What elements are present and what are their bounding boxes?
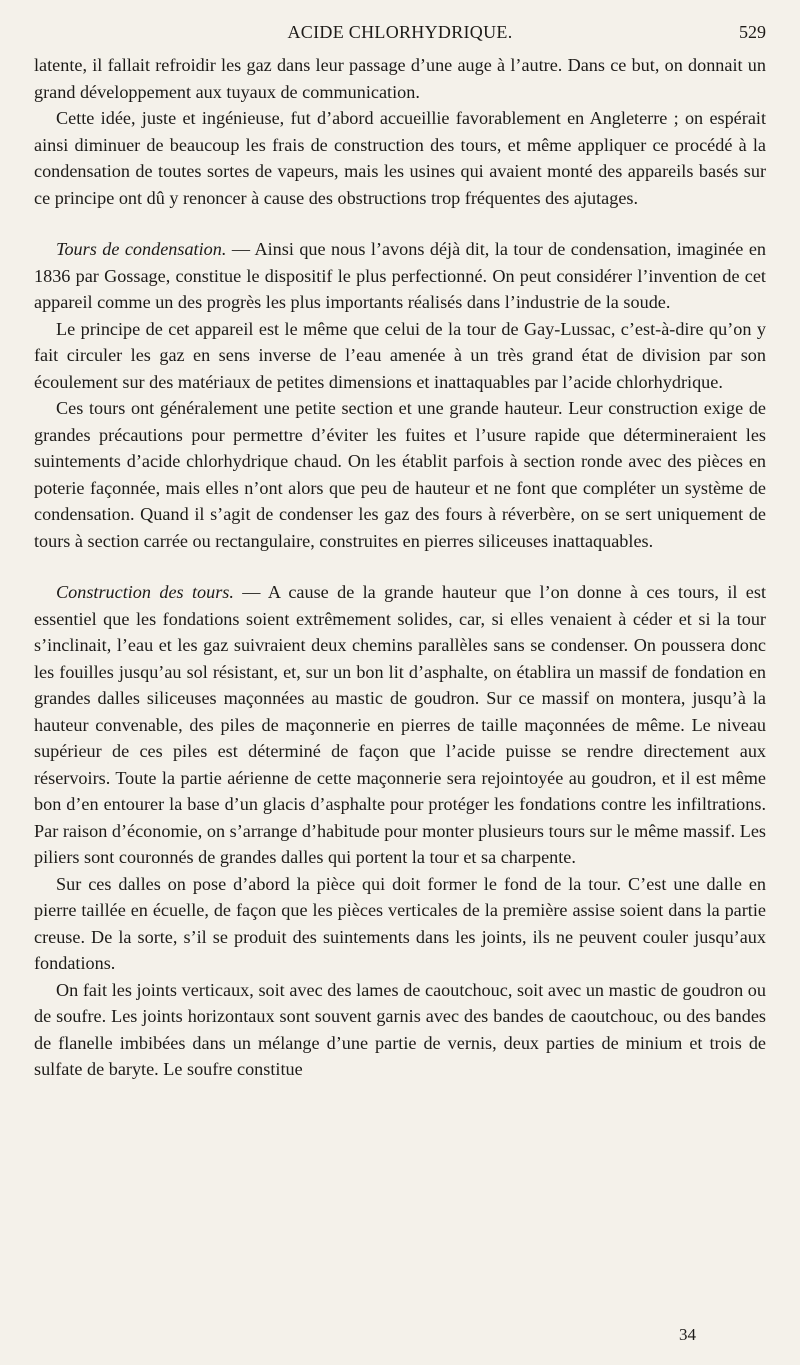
section-title-construction: Construction des tours. [56,582,234,602]
section-condensation-text: — Ainsi que nous l’avons déjà dit, la tour de condensation, imaginée en 1836 par Gossage, constitue le dispositif le plus perfectionné. On peut considérer l’invention de cet appareil comme un des progrès les plus importants réalisés dans l’industrie de la soude. [34,239,766,312]
paragraph-1: latente, il fallait refroidir les gaz dans leur passage d’une auge à l’autre. Dans ce but, on donnait un grand développement aux tuyaux de communication. [34,55,766,102]
section-gap [34,554,766,579]
paragraph-principe: Le principe de cet appareil est le même que celui de la tour de Gay-Lussac, c’est-à-dire qu’on y fait circuler les gaz en sens inverse de l’eau amenée à un très grand état de division par son écoulement sur des matériaux de petites dimensions et inattaquables par l’acide chlorhydrique. [34,318,766,392]
main-text [34,52,766,1083]
section-title-condensation: Tours de condensation. [56,239,227,259]
section-construction-des-tours [34,579,766,871]
running-head: ACIDE CHLORHYDRIQUE. [287,22,513,42]
section-tours-de-condensation [34,236,766,316]
section-construction-text: — A cause de la grande hauteur que l’on donne à ces tours, il est essentiel que les fondations soient extrêmement solides, car, si elles venaient à céder et si la tour s’inclinait, l’eau et les gaz suivraient deux chemins parallèles sans se condenser. On poussera donc les fouilles jusqu’au sol résistant, et, sur un bon lit d’asphalte, on établira un massif de fondation en grandes dalles siliceuses maçonnées au mastic de goudron. Sur ce massif on montera, jusqu’à la hauteur convenable, des piles de maçonnerie en pierres de taille maçonnées de même. Le niveau supérieur de ces piles est déterminé de façon que l’acide puisse se rendre directement aux réservoirs. Toute la partie aérienne de cette maçonnerie sera rejointoyée au goudron, et il est même bon d’en entourer la base d’un glacis d’asphalte pour protéger les fondations contre les infiltrations. Par raison d’économie, on s’arrange d’habitude pour monter plusieurs tours sur le même massif. Les piliers sont couronnés de grandes dalles qui portent la tour et sa charpente. [34,582,766,867]
paragraph-joints: On fait les joints verticaux, soit avec des lames de caoutchouc, soit avec un mastic de goudron ou de soufre. Les joints horizontaux sont souvent garnis avec des bandes de caoutchouc, ou des bandes de flanelle imbibées dans un mélange d’une partie de vernis, deux parties de minium et trois de sulfate de baryte. Le soufre constitue [34,979,766,1079]
paragraph-2: Cette idée, juste et ingénieuse, fut d’abord accueillie favorablement en Angleterre ; on espérait ainsi diminuer de beaucoup les frais de construction des tours, et même appliquer ce procédé à la condensation de toutes sortes de vapeurs, mais les usines qui avaient monté des appareils basés sur ce principe ont dû y renoncer à cause des obstructions trop fréquentes des ajutages. [34,108,766,208]
paragraph-dalles: Sur ces dalles on pose d’abord la pièce qui doit former le fond de la tour. C’est une dalle en pierre taillée en écuelle, de façon que les pièces verticales de la première assise soient dans la partie creuse. De la sorte, s’il se produit des suintements dans les joints, ils ne peuvent couler jusqu’aux fondations. [34,873,766,973]
page-header [34,18,766,52]
paragraph-sections: Ces tours ont généralement une petite section et une grande hauteur. Leur construction exige de grandes précautions pour permettre d’éviter les fuites et l’usure rapide que détermineraient les suintements d’acide chlorhydrique chaud. On les établit parfois à section ronde avec des pièces en poterie façonnée, mais elles n’ont alors que peu de hauteur et ne font que compléter un système de condensation. Quand il s’agit de condenser les gaz des fours à réverbère, on se sert uniquement de tours à section carrée ou rectangulaire, construites en pierres siliceuses inattaquables. [34,398,766,551]
section-gap [34,211,766,236]
page-number: 529 [739,22,766,42]
signature-mark: 34 [679,1325,696,1344]
